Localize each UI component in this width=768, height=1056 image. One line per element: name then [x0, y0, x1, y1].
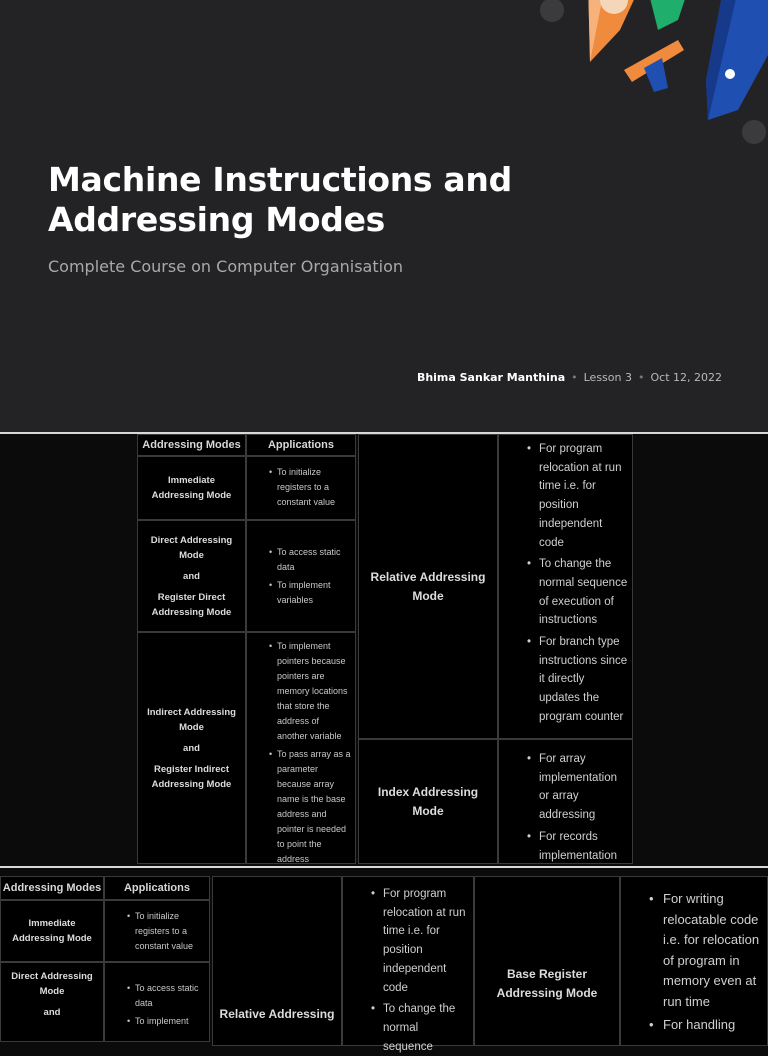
apps-list: [269, 465, 351, 510]
mode-label-line: and: [43, 1007, 61, 1018]
mode-label-line: Addressing Mode: [151, 490, 232, 501]
apps-relative: [342, 876, 474, 1053]
application-item: • To change the normal sequence: [371, 1000, 469, 1056]
apps-direct: [246, 520, 356, 632]
mode-indirect: [137, 632, 246, 864]
apps-list: [269, 545, 351, 608]
apps-indirect: [246, 632, 356, 864]
mode-label-line: Mode: [412, 588, 444, 603]
mode-base-register: [474, 876, 620, 1046]
apps-list: [371, 885, 469, 1056]
mode-label-line: Register Indirect: [154, 763, 229, 775]
meta-separator: •: [638, 371, 645, 384]
application-item: • To implement pointers because pointers are memory locations that store the address of another variable: [269, 639, 351, 744]
application-item: • To implement variables: [269, 578, 351, 608]
application-item: • To initialize registers to a constant value: [269, 465, 351, 510]
apps-index: [498, 739, 633, 864]
apps-base-register: [620, 876, 768, 1046]
apps-list: [269, 639, 351, 867]
application-item: • To pass array as a parameter because array name is the base address and pointer is needed to point the address: [269, 747, 351, 867]
mode-label-line: Addressing Mode: [151, 778, 232, 790]
mode-label-line: Mode: [179, 721, 204, 733]
mode-label-line: Direct Addressing: [11, 971, 93, 982]
application-item: • To implement: [127, 1014, 205, 1029]
title-slide: [0, 0, 768, 432]
mode-label-line: Mode: [179, 549, 204, 561]
mode-label-line: Addressing Mode: [151, 606, 232, 618]
apps-list: [127, 981, 205, 1029]
mode-relative: [212, 876, 342, 1046]
author-name[interactable]: Bhima Sankar Manthina: [416, 371, 566, 384]
meta-separator: •: [571, 371, 578, 384]
lesson-number: Lesson 3: [583, 371, 632, 384]
header-applications: Applications: [104, 876, 210, 900]
application-item: • To access static data: [269, 545, 351, 575]
mode-immediate: [0, 900, 104, 962]
apps-immediate: [104, 900, 210, 962]
addressing-modes-table-slide-2: [0, 868, 768, 1053]
mode-label-line: and: [183, 570, 200, 582]
mode-label-line: Addressing Mode: [496, 986, 598, 1000]
mode-direct: [0, 962, 104, 1042]
mode-label-line: Relative Addressing: [370, 569, 486, 584]
application-item: • For branch type instructions since it directly updates the program counter: [527, 633, 628, 727]
application-item: • For records implementation: [527, 828, 628, 865]
apps-list: [527, 750, 628, 865]
header-addressing-modes: Addressing Modes: [137, 434, 246, 456]
mode-label-line: Mode: [39, 986, 65, 997]
application-item: • To access static data: [127, 981, 205, 1011]
mode-label-line: and: [183, 742, 200, 754]
mode-label-line: Register Direct: [157, 591, 226, 603]
apps-immediate: [246, 456, 356, 520]
mode-index: [358, 739, 498, 864]
mode-label-line: Immediate: [168, 475, 215, 486]
mode-label-line: Base Register: [506, 967, 588, 981]
pencil-decoration-icon: [528, 0, 768, 150]
apps-list: [649, 889, 763, 1035]
application-item: • For array implementation or array addressing: [527, 750, 628, 825]
course-subtitle: Complete Course on Computer Organisation: [48, 257, 404, 276]
apps-list: [127, 909, 205, 954]
mode-relative: [358, 434, 498, 739]
mode-label-line: Addressing Mode: [12, 933, 92, 944]
mode-label-line: Indirect Addressing: [147, 706, 236, 718]
mode-direct: [137, 520, 246, 632]
apps-list: [527, 440, 628, 727]
lesson-date: Oct 12, 2022: [650, 371, 722, 384]
page-title: Machine Instructions and Addressing Modes: [48, 160, 512, 239]
header-applications: Applications: [246, 434, 356, 456]
lesson-meta: [417, 371, 722, 384]
mode-label-line: Index Addressing: [377, 784, 479, 799]
header-addressing-modes: Addressing Modes: [0, 876, 104, 900]
mode-label-line: Immediate: [28, 918, 76, 929]
application-item: • For handling: [649, 1015, 763, 1036]
mode-label-line: Relative Addressing: [219, 1007, 335, 1021]
apps-relative: [498, 434, 633, 739]
application-item: • For program relocation at run time i.e. for position independent code: [371, 885, 469, 997]
mode-label-line: Direct Addressing: [150, 534, 233, 546]
apps-direct: [104, 962, 210, 1042]
application-item: • To change the normal sequence of execution of instructions: [527, 555, 628, 630]
application-item: • For program relocation at run time i.e. for position independent code: [527, 440, 628, 552]
application-item: • To initialize registers to a constant value: [127, 909, 205, 954]
application-item: • For writing relocatable code i.e. for relocation of program in memory even at run time: [649, 889, 763, 1013]
addressing-modes-table-slide: [0, 434, 768, 864]
mode-label-line: Mode: [412, 803, 444, 818]
mode-immediate: [137, 456, 246, 520]
